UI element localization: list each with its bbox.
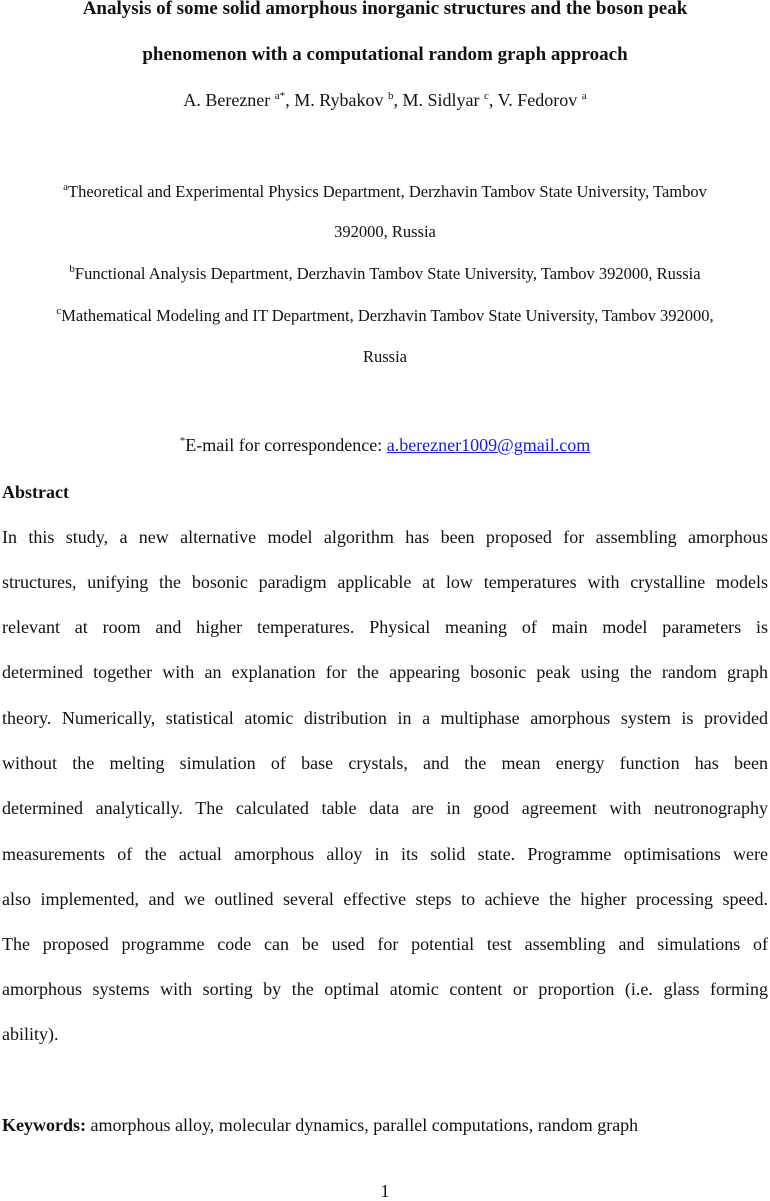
page-number: 1 (380, 1181, 390, 1201)
author-list (0, 88, 770, 112)
affiliation-a-line-1 (0, 181, 770, 203)
author-affiliation-mark: a (581, 90, 587, 102)
abstract-line: without the melting simulation of base crystals, and the mean energy function has been (2, 753, 768, 773)
abstract-line: relevant at room and higher temperatures. Physical meaning of main model parameters is (2, 617, 768, 637)
affiliation-mark: c (56, 305, 62, 317)
abstract-line: theory. Numerically, statistical atomic distribution in a multiphase amorphous system is provided (2, 708, 768, 728)
keywords-label: Keywords: (2, 1115, 86, 1135)
author-affiliation-mark: c (483, 90, 489, 102)
affiliation-a-line-2: 392000, Russia (334, 222, 436, 241)
author-name: M. Rybakov (294, 90, 384, 110)
paper-title-line-2: phenomenon with a computational random graph approach (142, 44, 628, 65)
author-name: V. Fedorov (497, 90, 578, 110)
correspondence-mark: * (179, 435, 186, 447)
correspondence-label: E-mail for correspondence: (185, 435, 387, 455)
abstract-line: amorphous systems with sorting by the optimal atomic content or proportion (i.e. glass forming (2, 979, 768, 999)
abstract-line: measurements of the actual amorphous alloy in its solid state. Programme optimisations were (2, 844, 768, 864)
author-separator: , (285, 90, 295, 110)
author-separator: , (393, 90, 403, 110)
author-affiliation-mark: a* (274, 90, 286, 102)
abstract-heading: Abstract (2, 482, 69, 502)
abstract-line: structures, unifying the bosonic paradigm applicable at low temperatures with crystalline models (2, 572, 768, 592)
author-separator: , (488, 90, 498, 110)
affiliation-c-line-1 (0, 305, 770, 327)
affiliation-c-line-2: Russia (362, 347, 407, 366)
abstract-line: determined together with an explanation for the appearing bosonic peak using the random graph (2, 662, 768, 682)
paper-title-line-1: Analysis of some solid amorphous inorganic structures and the boson peak (82, 0, 688, 19)
affiliation-b-text: Functional Analysis Department, Derzhavin Tambov State University, Tambov 392000, Russia (74, 264, 701, 283)
keywords-line (2, 1113, 638, 1137)
abstract-line: determined analytically. The calculated table data are in good agreement with neutronography (2, 798, 768, 818)
affiliation-c-text: Mathematical Modeling and IT Department, Derzhavin Tambov State University, Tambov 392000, (61, 306, 714, 325)
correspondence-email-link[interactable]: a.berezner1009@gmail.com (386, 435, 591, 455)
abstract-line: ability). (2, 1024, 59, 1044)
abstract-line: The proposed programme code can be used for potential test assembling and simulations of (2, 934, 768, 954)
author-name: A. Berezner (183, 90, 271, 110)
abstract-line: In this study, a new alternative model algorithm has been proposed for assembling amorphous (2, 527, 768, 547)
author-name: M. Sidlyar (402, 90, 480, 110)
affiliation-b (0, 263, 770, 285)
author-affiliation-mark: b (387, 90, 394, 102)
keywords-text: amorphous alloy, molecular dynamics, parallel computations, random graph (86, 1115, 639, 1135)
abstract-line: also implemented, and we outlined several effective steps to achieve the higher processing speed. (2, 889, 768, 909)
affiliation-mark: a (63, 181, 68, 193)
affiliation-mark: b (69, 263, 75, 275)
correspondence-line (0, 433, 770, 457)
affiliation-a-text: Theoretical and Experimental Physics Department, Derzhavin Tambov State University, Tambov (68, 182, 707, 201)
